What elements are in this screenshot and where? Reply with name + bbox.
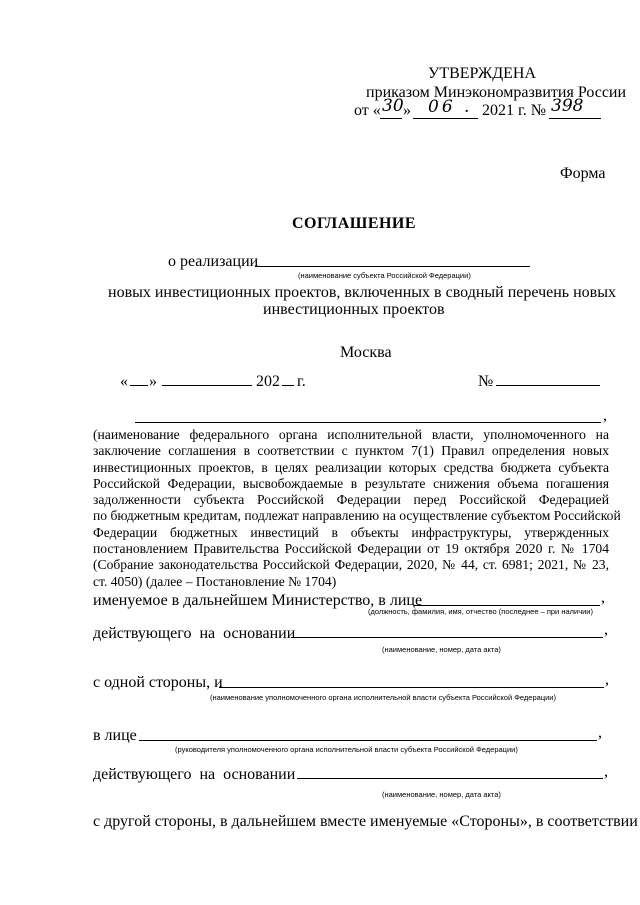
federal-body-text-line: заключение соглашения в соответствии с пунктом 7(1) Правил определения новых <box>93 443 609 459</box>
subject-prefix: о реализации <box>168 253 259 270</box>
date-year-line <box>282 385 294 386</box>
basis2-comma: , <box>604 763 608 780</box>
federal-body-text-line: (наименование федерального органа исполнительной власти, уполномоченного на <box>93 427 609 442</box>
subject-line-2: инвестиционных проектов <box>263 301 445 318</box>
basis2-line <box>297 778 603 779</box>
form-label: Форма <box>560 165 606 182</box>
date-quote-open: « <box>120 373 128 390</box>
approval-date-mid: » <box>403 102 411 119</box>
approval-month: 06 . <box>428 97 473 117</box>
approval-day-line <box>380 118 402 119</box>
date-month-line <box>162 385 252 386</box>
federal-body-text-line: инвестиционных проектов, в целях реализации которых средства бюджета субъекта <box>93 459 609 475</box>
federal-body-text-line: (Собрание законодательства Российской Федерации, 2020, № 44, ст. 6981; 2021, № 23, <box>93 557 609 573</box>
federal-body-text-line: постановлением Правительства Российской Федерации от 19 октября 2020 г. № 1704 <box>93 541 609 557</box>
federal-body-text-line: Федерации бюджетных инвестиций в объекты инфраструктуры, утвержденных <box>93 524 609 540</box>
basis1-hint: (наименование, номер, дата акта) <box>382 645 501 654</box>
federal-body-description <box>93 427 621 590</box>
party1-comma: , <box>605 671 609 688</box>
date-quote-close: » <box>149 373 157 390</box>
approved-heading: УТВЕРЖДЕНА <box>428 65 537 82</box>
subject-region-hint: (наименование субъекта Российской Федерации) <box>298 271 471 280</box>
basis1-line <box>291 637 603 638</box>
party1-label: с одной стороны, и <box>93 674 223 691</box>
closing-line: с другой стороны, в дальнейшем вместе именуемые «Стороны», в соответствии <box>93 813 638 830</box>
approval-order: приказом Минэкономразвития России <box>366 84 627 101</box>
ministry-person-hint: (должность, фамилия, имя, отчество (последнее – при наличии) <box>368 607 593 616</box>
federal-body-text-line: Российской Федерации, высвобождаемые в результате снижения объема погашения <box>93 475 609 491</box>
subject-line-1: новых инвестиционных проектов, включенных в сводный перечень новых <box>108 284 616 301</box>
date-year: 202 <box>256 373 280 390</box>
federal-body-line <box>135 422 601 423</box>
person2-line <box>139 740 597 741</box>
date-year-suffix: г. <box>297 373 306 390</box>
ministry-person-line <box>414 605 600 606</box>
approval-year-number: 2021 г. № <box>482 102 547 119</box>
approval-date-prefix: от « <box>354 102 381 119</box>
ministry-label: именуемое в дальнейшем Министерство, в лице <box>93 592 423 609</box>
federal-body-comma: , <box>603 407 607 424</box>
city: Москва <box>340 344 392 361</box>
date-day-line <box>130 385 148 386</box>
federal-body-text-line: задолженности субъекта Российской Федерации перед Российской Федерацией <box>93 492 609 508</box>
person2-hint: (руководителя уполномоченного органа исполнительной власти субъекта Российской Федерации) <box>175 745 518 754</box>
person2-label: в лице <box>93 727 137 744</box>
approval-number: 398 <box>551 96 584 116</box>
approval-month-line <box>413 118 478 119</box>
basis2-label: действующего на основании <box>93 766 296 783</box>
number-sign: № <box>478 373 494 390</box>
federal-body-text-line: ст. 4050) (далее – Постановление № 1704) <box>93 573 337 589</box>
party1-hint: (наименование уполномоченного органа исполнительной власти субъекта Российской Федерации) <box>210 693 556 702</box>
basis1-comma: , <box>604 621 608 638</box>
approval-number-line <box>549 118 601 119</box>
person2-comma: , <box>598 724 602 741</box>
agreement-number-line <box>496 385 600 386</box>
approval-day: 30 <box>382 96 404 116</box>
federal-body-text-line: по бюджетным кредитам, подлежат направлению на осуществление субъектом Российской <box>93 508 621 524</box>
basis2-hint: (наименование, номер, дата акта) <box>382 790 501 799</box>
basis1-label: действующего на основании <box>93 625 296 642</box>
ministry-comma: , <box>601 589 605 606</box>
subject-region-line <box>255 266 530 267</box>
party1-line <box>219 687 604 688</box>
document-title: СОГЛАШЕНИЕ <box>292 215 417 232</box>
